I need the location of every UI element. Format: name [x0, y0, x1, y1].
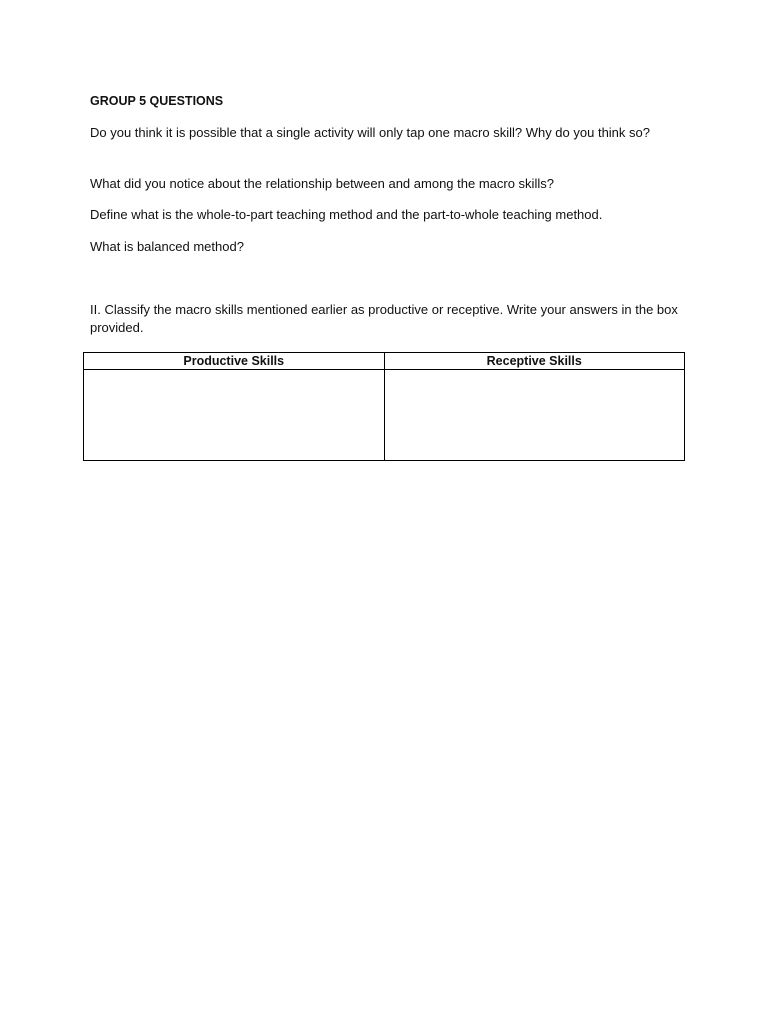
document-heading: GROUP 5 QUESTIONS: [90, 94, 224, 108]
question-4: What is balanced method?: [90, 239, 244, 254]
table-row: [84, 370, 685, 461]
question-3: Define what is the whole-to-part teaching method and the part-to-whole teaching method.: [90, 207, 603, 222]
productive-skills-answer-cell[interactable]: [84, 370, 385, 461]
receptive-skills-header: Receptive Skills: [384, 353, 685, 370]
productive-skills-header: Productive Skills: [84, 353, 385, 370]
receptive-skills-answer-cell[interactable]: [384, 370, 685, 461]
answer-table: [83, 352, 685, 461]
section-2-instructions: II. Classify the macro skills mentioned earlier as productive or receptive. Write your answers in the box provided.: [90, 302, 678, 335]
question-1: Do you think it is possible that a single activity will only tap one macro skill? Why do you think so?: [90, 125, 650, 140]
table-header-row: [84, 353, 685, 370]
question-2: What did you notice about the relationship between and among the macro skills?: [90, 176, 554, 191]
